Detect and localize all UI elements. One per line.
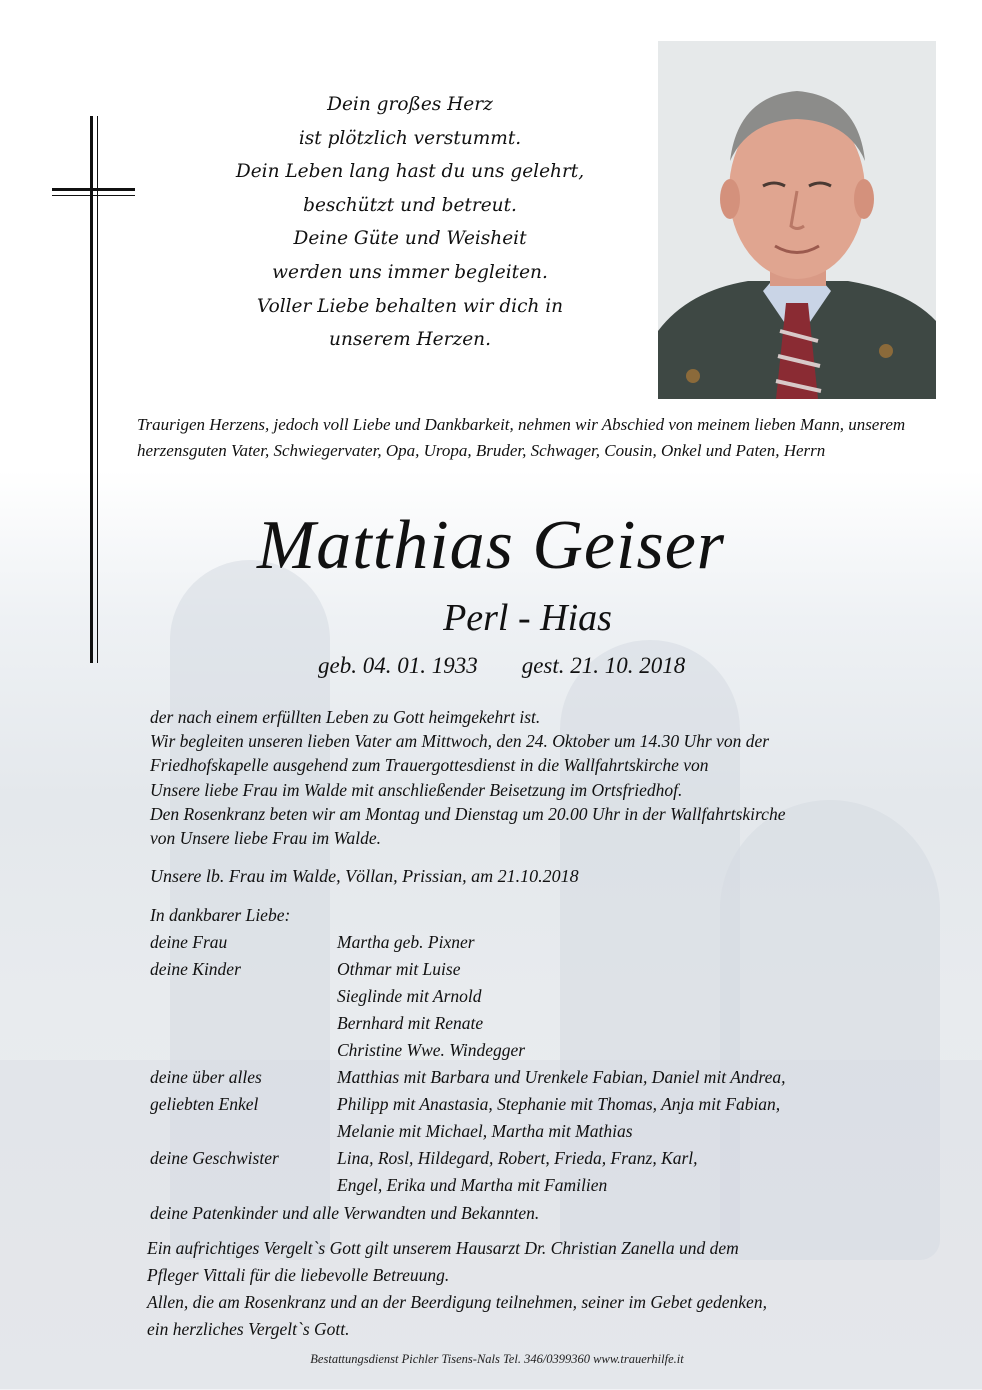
life-dates [318,650,918,682]
deceased-name: Matthias Geiser [256,507,726,584]
members: Engel, Erika und Martha mit Familien [337,1175,608,1195]
relation [150,1118,337,1145]
closing-line: ein herzliches Vergelt`s Gott. [147,1319,350,1339]
family-list [150,902,930,1227]
body-line: Unsere liebe Frau im Walde mit anschließender Beisetzung im Ortsfriedhof. [150,779,683,800]
closing-line: Pfleger Vittali für die liebevolle Betreuung. [147,1265,450,1285]
relation [150,983,337,1010]
poem-line: Dein Leben lang hast du uns gelehrt, [235,161,585,183]
family-row [150,1037,930,1064]
body-line: von Unsere liebe Frau im Walde. [150,828,382,849]
poem-line: werden uns immer begleiten. [272,261,548,283]
death-date: gest. 21. 10. 2018 [521,653,686,678]
members: Matthias mit Barbara und Urenkele Fabian, Daniel mit Andrea, [337,1067,786,1087]
family-row [150,956,930,983]
portrait-photo [658,41,936,399]
relation [150,1010,337,1037]
members: Martha geb. Pixner [337,932,475,952]
family-after: deine Patenkinder und alle Verwandten und Bekannten. [150,1203,540,1223]
poem-line: Dein großes Herz [327,94,493,115]
relation [150,1037,337,1064]
relation [150,1172,337,1199]
poem-line: unserem Herzen. [329,329,491,351]
place-date: Unsere lb. Frau im Walde, Völlan, Prissian, am 21.10.2018 [150,866,579,886]
relation: deine Kinder [150,959,241,979]
body-line: der nach einem erfüllten Leben zu Gott heimgekehrt ist. [150,707,541,727]
body-line: Wir begleiten unseren lieben Vater am Mittwoch, den 24. Oktober um 14.30 Uhr von der [150,731,770,752]
poem-line: beschützt und betreut. [303,194,517,216]
members: Christine Wwe. Windegger [337,1040,526,1060]
intro-text: Traurigen Herzens, jedoch voll Liebe und Dankbarkeit, nehmen wir Abschied von meinem lieben Mann, unserem herzensguten Vater, Schwiegervater, Opa, Uropa, Bruder, Schwager, Cousin, Onkel und Paten, Herrn [137,415,906,460]
closing-line: Allen, die am Rosenkranz und an der Beerdigung teilnehmen, seiner im Gebet gedenken, [147,1292,767,1312]
family-row [150,1118,930,1145]
poem-line: ist plötzlich verstummt. [298,127,522,149]
relation: deine Geschwister [150,1148,279,1168]
family-row [150,1172,930,1199]
members: Philipp mit Anastasia, Stephanie mit Thomas, Anja mit Fabian, [337,1094,781,1114]
family-heading: In dankbarer Liebe: [150,905,291,925]
members: Lina, Rosl, Hildegard, Robert, Frieda, Franz, Karl, [337,1148,698,1168]
family-row [150,1091,930,1118]
closing-thanks [147,1235,937,1343]
family-row [150,1145,930,1172]
nickname: Perl - Hias [443,597,612,639]
family-row [150,1010,930,1037]
poem [210,88,610,357]
closing-line: Ein aufrichtiges Vergelt`s Gott gilt unserem Hausarzt Dr. Christian Zanella und dem [147,1238,739,1258]
relation: deine Frau [150,932,228,952]
family-row [150,1064,930,1091]
body-line: Den Rosenkranz beten wir am Montag und Dienstag um 20.00 Uhr in der Wallfahrtskirche [150,803,786,824]
family-row [150,929,930,956]
funeral-details [150,705,930,850]
body-line: Friedhofskapelle ausgehend zum Trauergottesdienst in die Wallfahrtskirche von [150,755,709,776]
family-row [150,983,930,1010]
poem-line: Deine Güte und Weisheit [293,228,527,250]
birth-date: geb. 04. 01. 1933 [318,653,478,678]
relation: geliebten Enkel [150,1094,259,1114]
footer-undertaker: Bestattungsdienst Pichler Tisens-Nals Tel. 346/0399360 www.trauerhilfe.it [310,1352,684,1366]
members: Bernhard mit Renate [337,1013,484,1033]
members: Othmar mit Luise [337,959,461,979]
members: Melanie mit Michael, Martha mit Mathias [337,1121,633,1141]
members: Sieglinde mit Arnold [337,986,482,1006]
relation: deine über alles [150,1067,262,1087]
poem-line: Voller Liebe behalten wir dich in [256,295,564,317]
